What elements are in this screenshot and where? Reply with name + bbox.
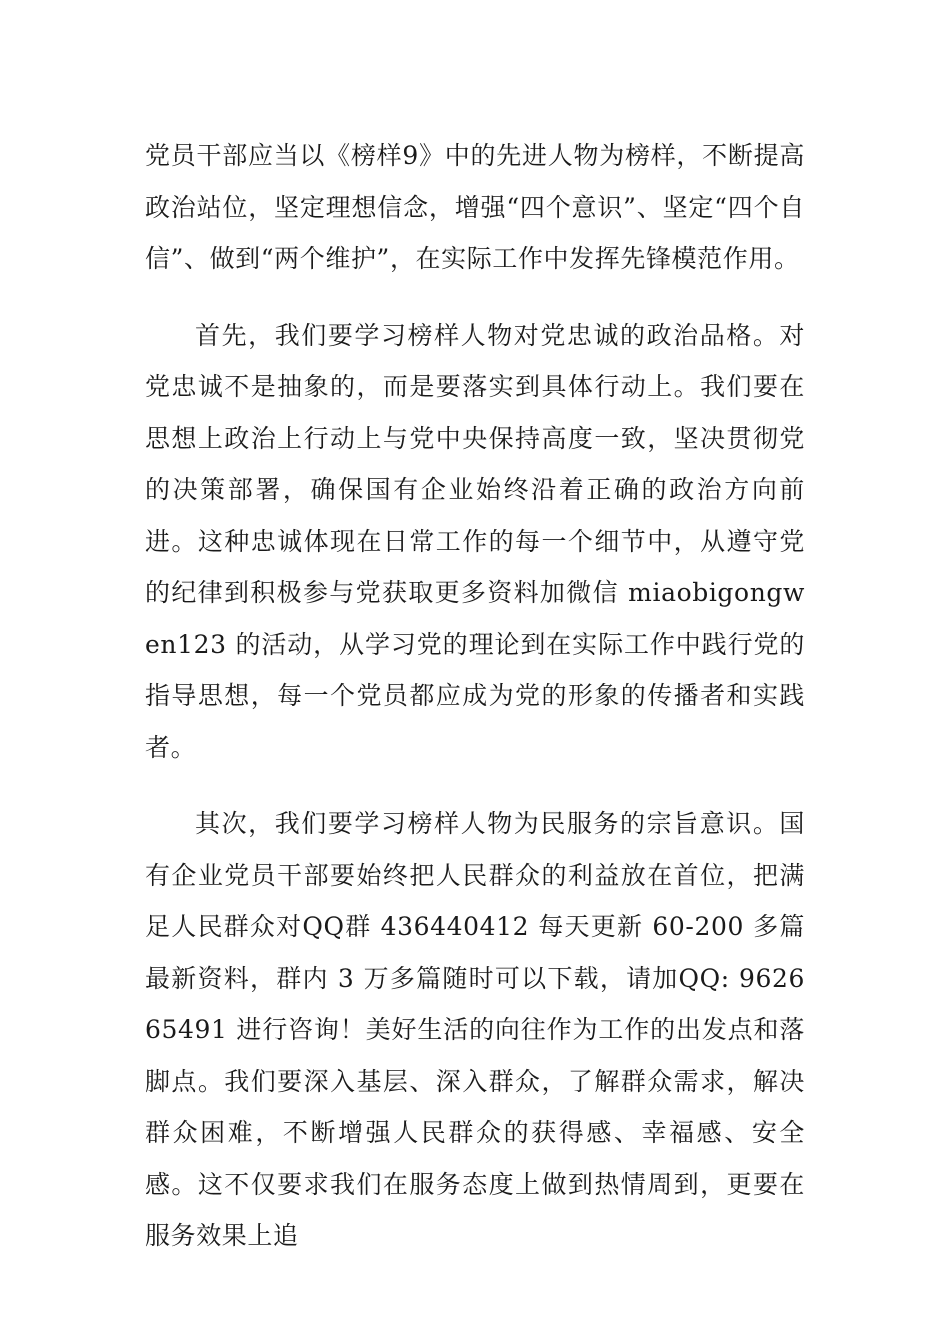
paragraph-2: 首先，我们要学习榜样人物对党忠诚的政治品格。对党忠诚不是抽象的，而是要落实到具体行动上。我们要在思想上政治上行动上与党中央保持高度一致，坚决贯彻党的决策部署，确保国有企业始终沿着正确的政治方向前进。这种忠诚体现在日常工作的每一个细节中，从遵守党的纪律到积极参与党获取更多资料加微信 miaobigongwen123 的活动，从学习党的理论到在实际工作中践行党的指导思想，每一个党员都应成为党的形象的传播者和实践者。: [145, 320, 805, 762]
document-body: [145, 130, 805, 1287]
paragraph-1: 党员干部应当以《榜样9》中的先进人物为榜样，不断提高政治站位，坚定理想信念，增强“四个意识”、坚定“四个自信”、做到“两个维护”，在实际工作中发挥先锋模范作用。: [145, 141, 805, 273]
paragraph-3: 其次，我们要学习榜样人物为民服务的宗旨意识。国有企业党员干部要始终把人民群众的利益放在首位，把满足人民群众对QQ群 436440412 每天更新 60-200 多篇最新资料，群内 3 万多篇随时可以下载，请加QQ: 962665491 进行咨询！美好生活的向往作为工作的出发点和落脚点。我们要深入基层、深入群众，了解群众需求，解决群众困难，不断增强人民群众的获得感、幸福感、安全感。这不仅要求我们在服务态度上做到热情周到，更要在服务效果上追: [145, 809, 805, 1250]
